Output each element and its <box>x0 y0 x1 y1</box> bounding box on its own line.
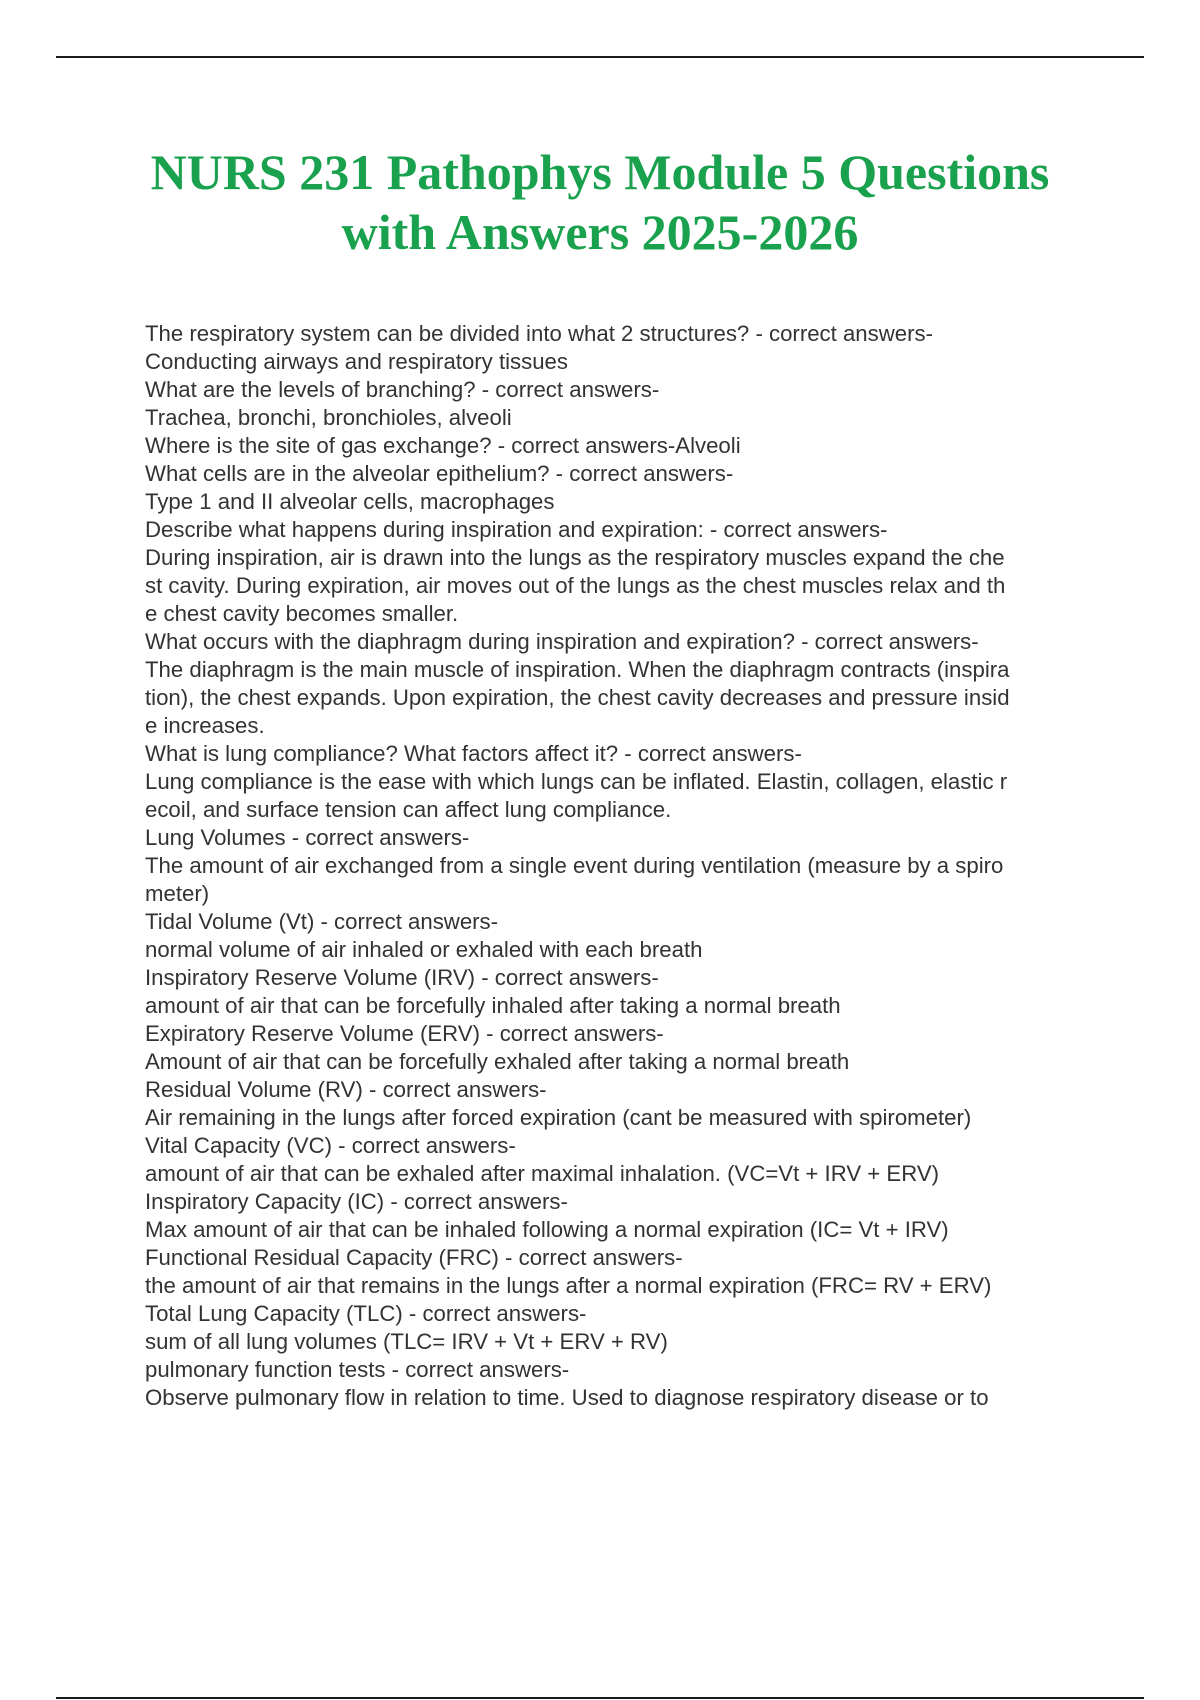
text-line: Conducting airways and respiratory tissues <box>145 349 568 374</box>
title-line-2: with Answers 2025-2026 <box>341 204 859 260</box>
text-line: Air remaining in the lungs after forced expiration (cant be measured with spirometer) <box>145 1105 972 1130</box>
text-line: What are the levels of branching? - correct answers- <box>145 377 660 402</box>
document-title <box>100 142 1100 262</box>
text-line: ecoil, and surface tension can affect lung compliance. <box>145 797 672 822</box>
text-line: Lung compliance is the ease with which lungs can be inflated. Elastin, collagen, elastic r <box>145 769 1008 794</box>
text-line: What occurs with the diaphragm during inspiration and expiration? - correct answers- <box>145 629 979 654</box>
text-line: Observe pulmonary flow in relation to time. Used to diagnose respiratory disease or to <box>145 1385 989 1410</box>
text-line: Residual Volume (RV) - correct answers- <box>145 1077 547 1102</box>
text-line: Trachea, bronchi, bronchioles, alveoli <box>145 405 512 430</box>
text-line: pulmonary function tests - correct answers- <box>145 1357 570 1382</box>
text-line: Expiratory Reserve Volume (ERV) - correct answers- <box>145 1021 664 1046</box>
text-line: normal volume of air inhaled or exhaled with each breath <box>145 937 703 962</box>
text-line: tion), the chest expands. Upon expiration, the chest cavity decreases and pressure insid <box>145 685 1010 710</box>
text-line: Max amount of air that can be inhaled following a normal expiration (IC= Vt + IRV) <box>145 1217 949 1242</box>
text-line: Total Lung Capacity (TLC) - correct answers- <box>145 1301 587 1326</box>
text-line: st cavity. During expiration, air moves out of the lungs as the chest muscles relax and th <box>145 573 1006 598</box>
text-line: sum of all lung volumes (TLC= IRV + Vt + ERV + RV) <box>145 1329 668 1354</box>
footer-rule <box>56 1697 1144 1699</box>
text-line: Inspiratory Capacity (IC) - correct answers- <box>145 1189 568 1214</box>
document-body <box>145 320 1095 1412</box>
text-line: Tidal Volume (Vt) - correct answers- <box>145 909 499 934</box>
text-line: amount of air that can be forcefully inhaled after taking a normal breath <box>145 993 841 1018</box>
text-line: What is lung compliance? What factors affect it? - correct answers- <box>145 741 802 766</box>
text-line: the amount of air that remains in the lungs after a normal expiration (FRC= RV + ERV) <box>145 1273 992 1298</box>
text-line: e increases. <box>145 713 265 738</box>
text-line: Lung Volumes - correct answers- <box>145 825 470 850</box>
text-line: Inspiratory Reserve Volume (IRV) - correct answers- <box>145 965 659 990</box>
text-line: The amount of air exchanged from a single event during ventilation (measure by a spiro <box>145 853 1004 878</box>
text-line: Vital Capacity (VC) - correct answers- <box>145 1133 516 1158</box>
text-line: The diaphragm is the main muscle of inspiration. When the diaphragm contracts (inspira <box>145 657 1010 682</box>
title-line-1: NURS 231 Pathophys Module 5 Questions <box>150 144 1050 200</box>
text-line: Where is the site of gas exchange? - correct answers-Alveoli <box>145 433 741 458</box>
text-line: Amount of air that can be forcefully exhaled after taking a normal breath <box>145 1049 850 1074</box>
text-line: The respiratory system can be divided into what 2 structures? - correct answers- <box>145 321 933 346</box>
text-line: e chest cavity becomes smaller. <box>145 601 459 626</box>
text-line: Functional Residual Capacity (FRC) - correct answers- <box>145 1245 683 1270</box>
text-line: What cells are in the alveolar epithelium? - correct answers- <box>145 461 734 486</box>
text-line: Type 1 and II alveolar cells, macrophages <box>145 489 555 514</box>
text-line: amount of air that can be exhaled after maximal inhalation. (VC=Vt + IRV + ERV) <box>145 1161 940 1186</box>
header-rule <box>56 56 1144 58</box>
text-line: During inspiration, air is drawn into the lungs as the respiratory muscles expand the che <box>145 545 1005 570</box>
text-line: Describe what happens during inspiration and expiration: - correct answers- <box>145 517 888 542</box>
text-line: meter) <box>145 881 210 906</box>
